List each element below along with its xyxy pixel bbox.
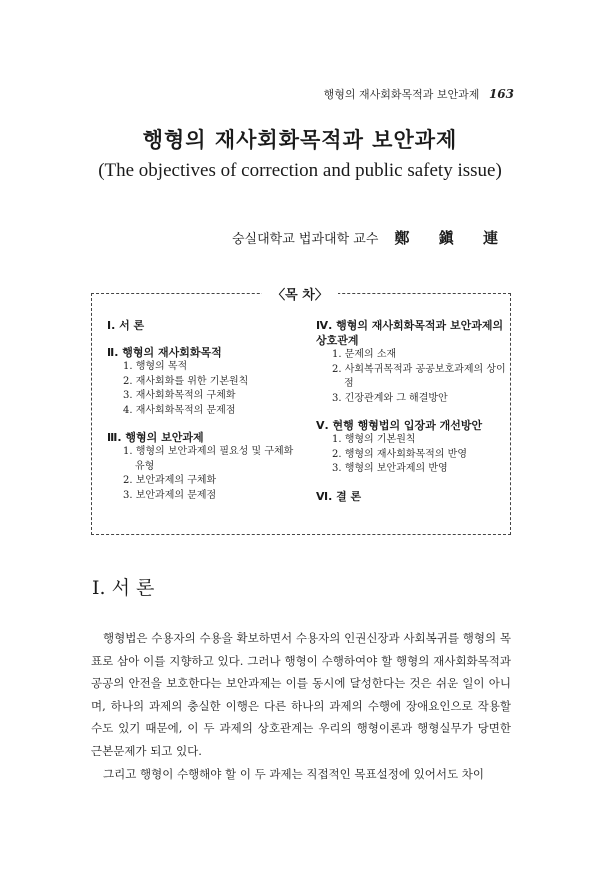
toc-item: 4. 재사회화목적의 문제점 <box>123 404 236 416</box>
toc-heading <box>0 284 600 303</box>
toc-heading-text: 〈목 차〉 <box>262 288 338 303</box>
toc-section: Ⅲ. 행형의 보안과제 <box>107 431 204 444</box>
paper-title: 행형의 재사회화목적과 보안과제 <box>142 128 458 152</box>
toc-item: 2. 보안과제의 구체화 <box>123 475 217 486</box>
author-affiliation: 숭실대학교 법과대학 교수 <box>232 232 379 247</box>
author-line <box>232 227 510 248</box>
paragraph: 그리고 행형이 수행해야 할 이 두 과제는 직접적인 목표설정에 있어서도 차이 <box>103 766 484 781</box>
running-head <box>324 86 514 102</box>
toc-section: Ⅴ. 현행 행형법의 입장과 개선방안 <box>316 419 483 432</box>
toc-item: 1. 행형의 목적 <box>123 361 188 372</box>
section-heading: Ⅰ. 서 론 <box>92 577 155 599</box>
toc-item: 3. 행형의 보안과제의 반영 <box>332 463 448 474</box>
toc-item: 3. 긴장관계와 그 해결방안 <box>332 392 448 404</box>
toc-section: Ⅰ. 서 론 <box>107 319 145 332</box>
toc-section: Ⅵ. 결 론 <box>316 489 362 503</box>
paragraph: 행형법은 수용자의 수용을 확보하면서 수용자의 인권신장과 사회복귀를 행형의 목표로 삼아 이를 지향하고 있다. 그러나 행형이 수행하여야 할 행형의 재사회화목적과 공공의 안전을 보호한다는 보안과제는 이를 동시에 달성한다는 것은 쉬운 일이 아니며, 하나의 과제의 충실한 이행은 다른 하나의 과제의 수행에 장애요인으로 작용할 수도 있기 때문에, 이 두 과제의 상호관계는 우리의 행형이론과 행형실무가 당면한 근본문제가 되고 있다. <box>91 631 511 758</box>
toc-section: Ⅱ. 행형의 재사회화목적 <box>107 346 222 359</box>
toc-item: 1. 문제의 소재 <box>332 349 397 360</box>
running-head-text: 행형의 재사회화목적과 보안과제 <box>323 88 480 101</box>
paper-subtitle: (The objectives of correction and public safety issue) <box>98 160 502 181</box>
toc-section: Ⅳ. 행형의 재사회화목적과 보안과제의 상호관계 <box>316 319 504 347</box>
body-text <box>91 627 511 785</box>
toc-left-column <box>107 318 297 503</box>
toc-item: 3. 재사회화목적의 구체화 <box>123 390 236 401</box>
toc-item: 2. 사회복귀목적과 공공보호과제의 상이점 <box>332 363 506 389</box>
toc-item: 2. 재사회화를 위한 기본원칙 <box>123 375 249 387</box>
toc-item: 1. 행형의 보안과제의 필요성 및 구체화유형 <box>123 446 294 472</box>
toc-item: 1. 행형의 기본원칙 <box>332 434 416 445</box>
toc-right-column <box>316 318 506 504</box>
author-name: 鄭 鎭 連 <box>394 229 510 247</box>
page-number: 163 <box>488 87 514 101</box>
toc-item: 2. 행형의 재사회화목적의 반영 <box>332 448 467 460</box>
toc-item: 3. 보안과제의 문제점 <box>123 489 217 501</box>
